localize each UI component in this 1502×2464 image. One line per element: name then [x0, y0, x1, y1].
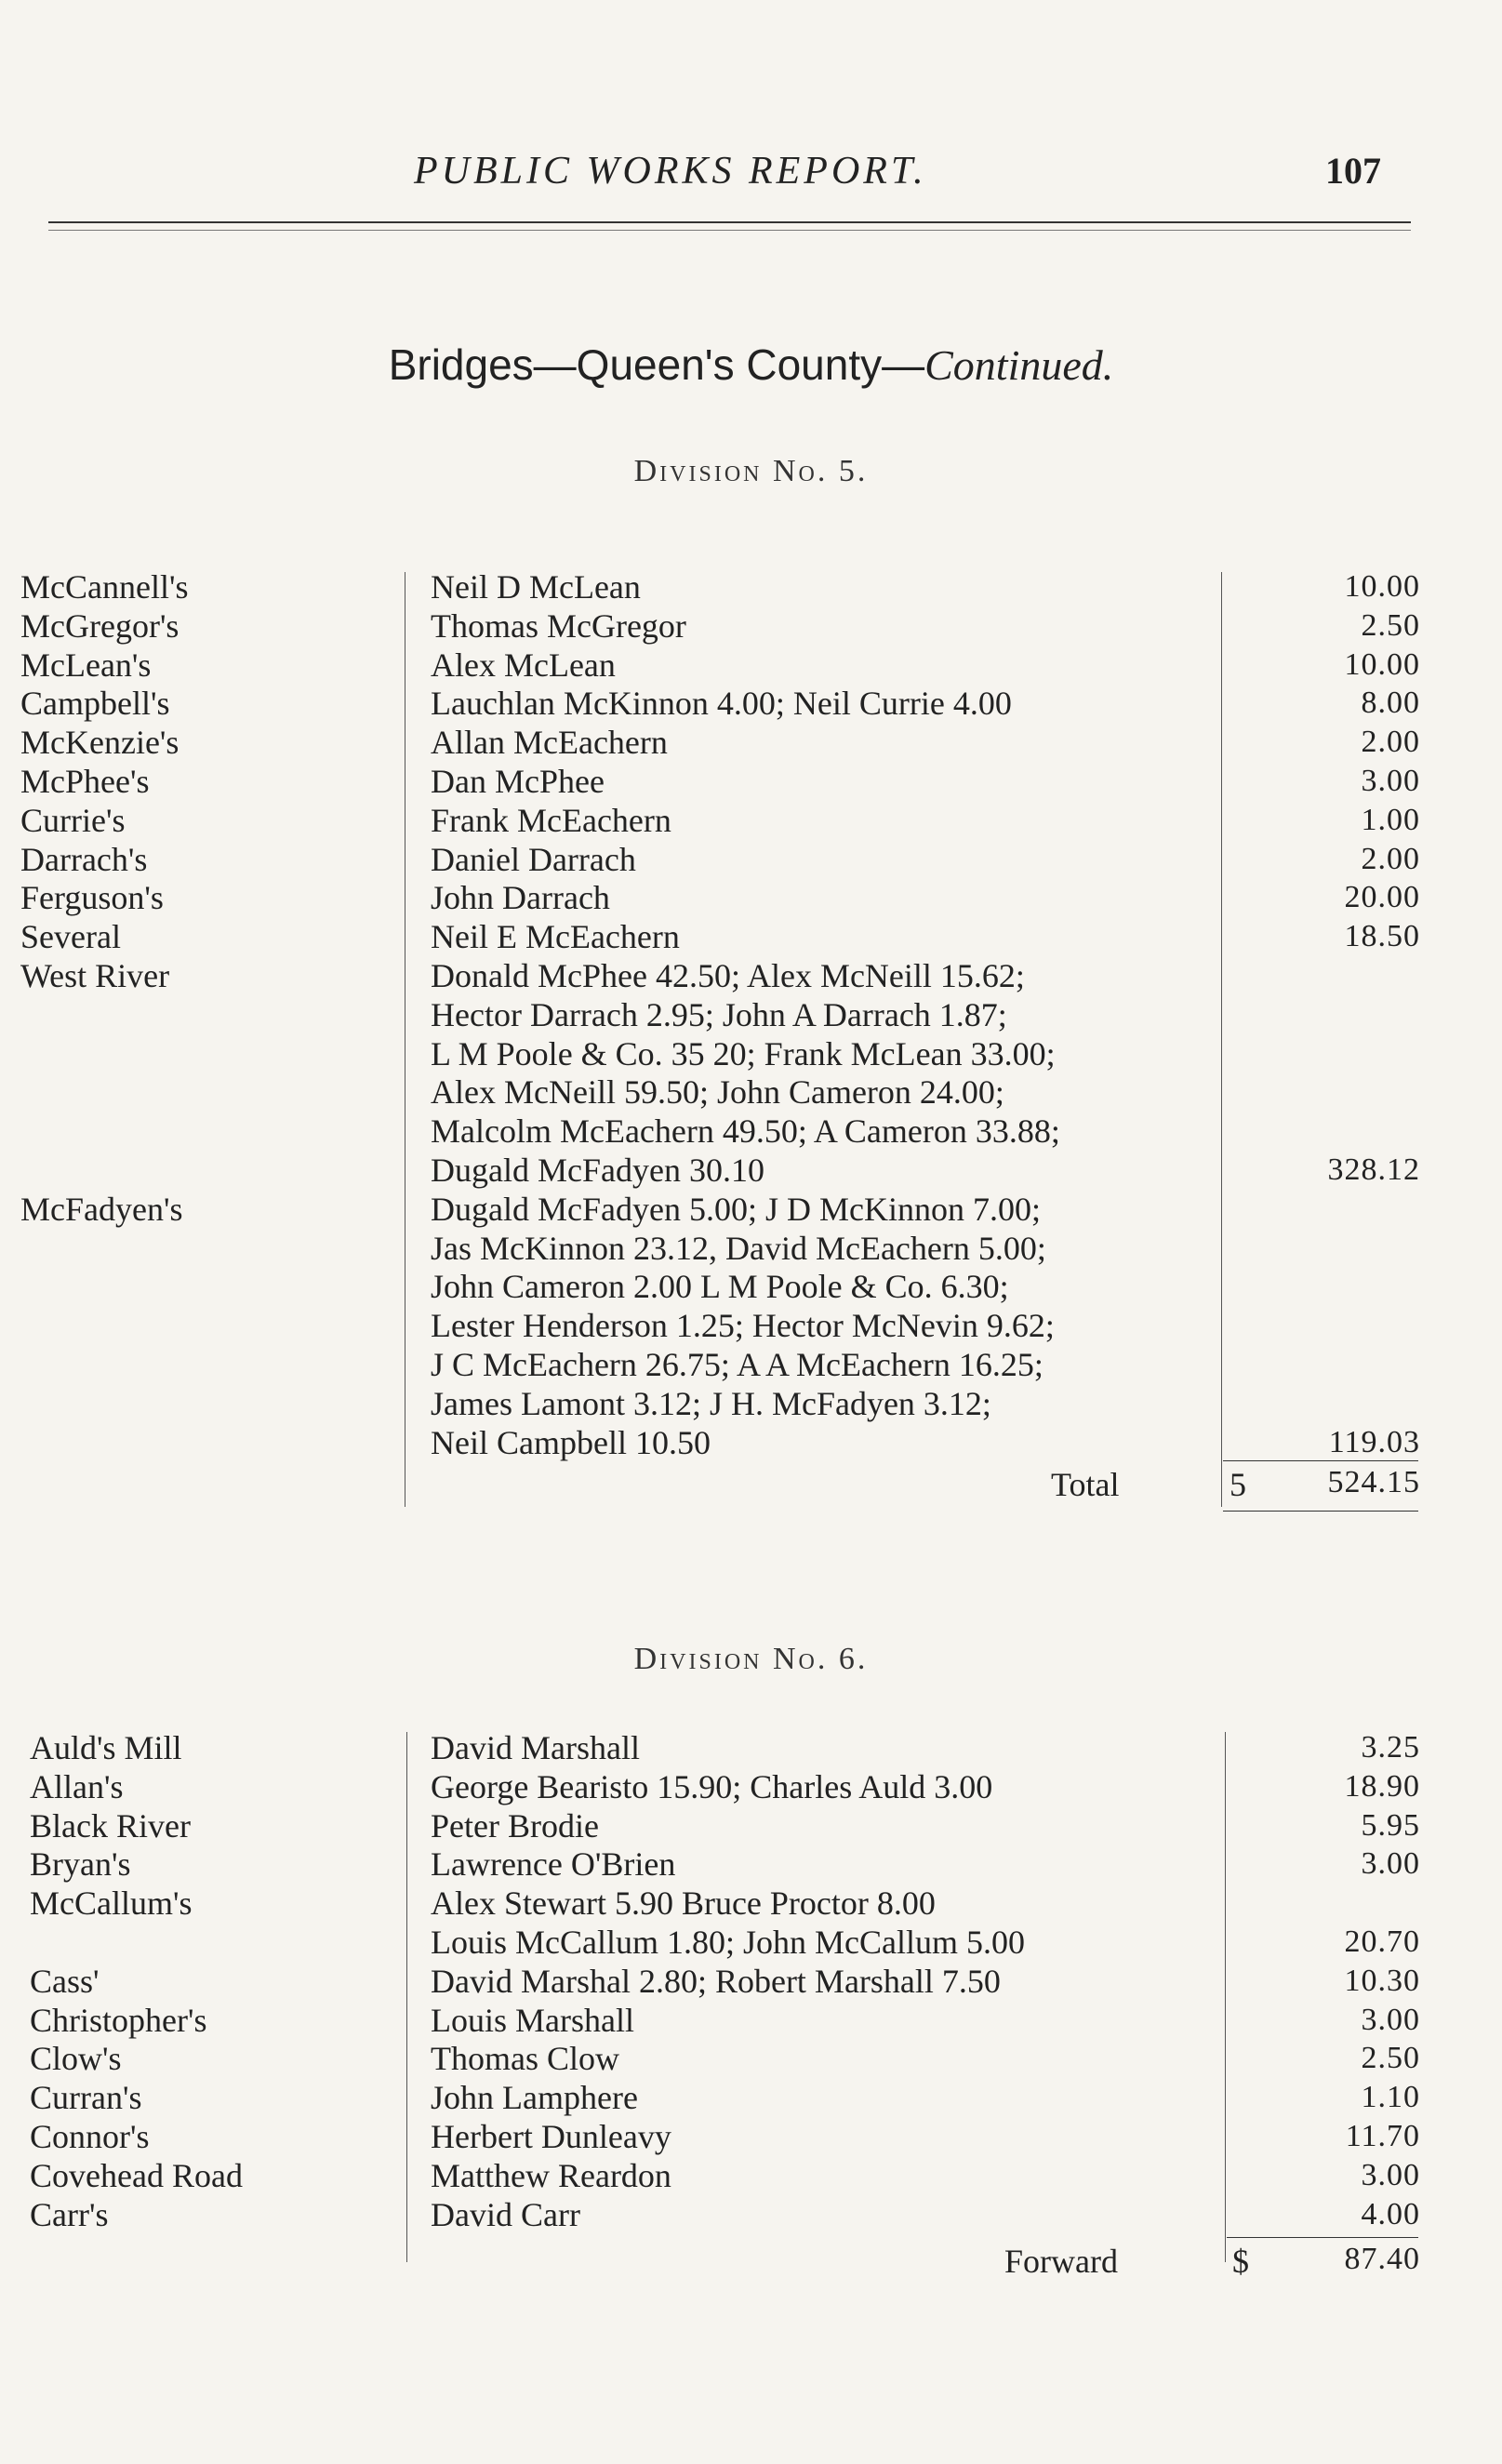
forward-rule — [1227, 2237, 1418, 2238]
forward-amount: 87.40 — [1344, 2242, 1420, 2276]
payee-entry: Daniel Darrach — [431, 840, 636, 878]
bridge-name: McLean's — [20, 646, 152, 684]
payee-entry: David Carr — [431, 2195, 580, 2233]
amount-value: 3.25 — [1361, 1730, 1420, 1765]
amount-value: 18.90 — [1344, 1768, 1420, 1804]
section-title-suffix: Continued. — [924, 341, 1114, 389]
bridge-name: Clow's — [30, 2040, 122, 2078]
bridge-name: Carr's — [30, 2195, 109, 2233]
table-row — [0, 606, 1502, 646]
payee-entry: Peter Brodie — [431, 1806, 599, 1845]
page-number: 107 — [1325, 150, 1381, 192]
forward-currency: $ — [1232, 2243, 1249, 2280]
amount-value: 8.00 — [1361, 686, 1420, 721]
payee-entry: Hector Darrach 2.95; John A Darrach 1.87; — [431, 995, 1007, 1033]
payee-entry: Neil Campbell 10.50 — [431, 1423, 711, 1461]
payee-entry: L M Poole & Co. 35 20; Frank McLean 33.00; — [431, 1034, 1056, 1072]
payee-entry: Dan McPhee — [431, 763, 605, 800]
total-underline — [1223, 1511, 1418, 1512]
amount-value: 10.30 — [1344, 1963, 1420, 1998]
payee-entry: Dugald McFadyen 5.00; J D McKinnon 7.00; — [431, 1190, 1041, 1228]
payee-entry: Donald McPhee 42.50; Alex McNeill 15.62; — [431, 957, 1025, 994]
table-row — [0, 2078, 1502, 2117]
total-currency: 5 — [1230, 1466, 1246, 1503]
payee-entry: J C McEachern 26.75; A A McEachern 16.25; — [431, 1346, 1043, 1383]
payee-entry: Neil D McLean — [431, 568, 641, 606]
payee-entry: James Lamont 3.12; J H. McFadyen 3.12; — [431, 1384, 991, 1422]
table-row — [0, 801, 1502, 840]
forward-row — [0, 2242, 1502, 2284]
bridge-name: McPhee's — [20, 763, 150, 800]
table-row — [0, 2039, 1502, 2078]
amount-value: 20.00 — [1344, 880, 1420, 915]
table-row — [0, 1384, 1502, 1423]
bridge-name: Black River — [30, 1806, 191, 1845]
table-row — [0, 1190, 1502, 1229]
table-row — [0, 1267, 1502, 1306]
amount-value: 11.70 — [1345, 2119, 1420, 2153]
amount-value: 119.03 — [1328, 1424, 1420, 1459]
subtotal-rule — [1223, 1460, 1418, 1461]
payee-entry: Dugald McFadyen 30.10 — [431, 1152, 764, 1189]
payee-entry: Thomas McGregor — [431, 606, 686, 645]
amount-value: 18.50 — [1344, 919, 1420, 954]
payee-entry: Neil E McEachern — [431, 918, 680, 956]
bridge-name: Covehead Road — [30, 2156, 243, 2194]
total-amount: 524.15 — [1327, 1465, 1420, 1499]
table-row — [0, 1806, 1502, 1845]
payee-entry: Herbert Dunleavy — [431, 2118, 671, 2155]
bridge-name: Connor's — [30, 2118, 150, 2155]
bridge-name: Christopher's — [30, 2001, 207, 2039]
bridge-name: Campbell's — [20, 685, 170, 723]
table-row — [0, 995, 1502, 1034]
payee-entry: John Cameron 2.00 L M Poole & Co. 6.30; — [431, 1268, 1009, 1306]
payee-entry: Lauchlan McKinnon 4.00; Neil Currie 4.00 — [431, 685, 1012, 723]
section-title — [0, 340, 1502, 390]
report-title: PUBLIC WORKS REPORT. — [414, 150, 927, 193]
table-row — [0, 1034, 1502, 1073]
bridge-name: Darrach's — [20, 840, 148, 878]
table-row — [0, 646, 1502, 685]
table-row — [0, 1728, 1502, 1767]
payee-entry: Allan McEachern — [431, 724, 668, 762]
table-row — [0, 1112, 1502, 1151]
bridge-name: Several — [20, 918, 121, 956]
table-row — [0, 762, 1502, 801]
table-row — [0, 1884, 1502, 1923]
bridge-name: McGregor's — [20, 606, 179, 645]
bridge-name: Auld's Mill — [30, 1729, 182, 1766]
payee-entry: Matthew Reardon — [431, 2156, 671, 2194]
table-row — [0, 840, 1502, 879]
table-row — [0, 2195, 1502, 2234]
amount-value: 4.00 — [1361, 2196, 1420, 2231]
amount-value: 3.00 — [1361, 2002, 1420, 2037]
amount-value: 2.50 — [1361, 2041, 1420, 2076]
payee-entry: David Marshall — [431, 1729, 640, 1766]
total-label: Total — [1051, 1466, 1120, 1503]
amount-value: 1.00 — [1361, 802, 1420, 837]
table-row — [0, 1923, 1502, 1962]
payee-entry: Frank McEachern — [431, 801, 671, 839]
amount-value: 10.00 — [1344, 646, 1420, 682]
table-row — [0, 1072, 1502, 1112]
bridge-name: West River — [20, 957, 170, 994]
table-row — [0, 1767, 1502, 1806]
forward-label: Forward — [1004, 2243, 1118, 2280]
payee-entry: Alex McNeill 59.50; John Cameron 24.00; — [431, 1073, 1004, 1112]
table-row — [0, 1845, 1502, 1884]
amount-value: 5.95 — [1361, 1807, 1420, 1843]
table-row — [0, 2117, 1502, 2156]
payee-entry: George Bearisto 15.90; Charles Auld 3.00 — [431, 1767, 993, 1805]
table-row — [0, 1151, 1502, 1190]
bridge-name: Allan's — [30, 1767, 124, 1805]
payee-entry: John Darrach — [431, 879, 610, 917]
bridge-name: McCannell's — [20, 568, 189, 606]
division-5-heading: Division No. 5. — [633, 454, 869, 488]
payee-entry: David Marshal 2.80; Robert Marshall 7.50 — [431, 1962, 1001, 2000]
bridge-name: McCallum's — [30, 1885, 193, 1923]
amount-value: 1.10 — [1361, 2080, 1420, 2115]
amount-value: 3.00 — [1361, 2157, 1420, 2192]
payee-entry: Malcolm McEachern 49.50; A Cameron 33.88; — [431, 1112, 1060, 1151]
division-6-heading: Division No. 6. — [633, 1642, 869, 1676]
amount-value: 2.00 — [1361, 841, 1420, 876]
payee-entry: John Lamphere — [431, 2079, 638, 2117]
section-title-main: Bridges—Queen's County— — [388, 340, 925, 389]
table-row — [0, 2156, 1502, 2195]
table-row — [0, 917, 1502, 956]
table-row — [0, 1962, 1502, 2001]
bridge-name: Ferguson's — [20, 879, 164, 917]
running-head — [0, 149, 1502, 195]
table-row — [0, 1345, 1502, 1384]
amount-value: 2.00 — [1361, 725, 1420, 760]
table-row — [0, 567, 1502, 606]
header-rule-thin — [48, 230, 1411, 231]
bridge-name: McKenzie's — [20, 724, 179, 762]
bridge-name: Curran's — [30, 2079, 142, 2117]
table-row — [0, 1423, 1502, 1462]
amount-value: 10.00 — [1344, 569, 1420, 604]
table-row — [0, 1229, 1502, 1268]
payee-entry: Louis McCallum 1.80; John McCallum 5.00 — [431, 1924, 1025, 1961]
header-rule — [48, 221, 1411, 223]
table-row — [0, 2001, 1502, 2040]
payee-entry: Thomas Clow — [431, 2040, 619, 2078]
payee-entry: Lester Henderson 1.25; Hector McNevin 9.62; — [431, 1307, 1055, 1345]
bridge-name: Cass' — [30, 1962, 100, 2000]
bridge-name: Currie's — [20, 801, 126, 839]
bridge-name: McFadyen's — [20, 1190, 183, 1228]
table-row — [0, 684, 1502, 723]
table-row — [0, 723, 1502, 762]
amount-value: 20.70 — [1344, 1925, 1420, 1959]
payee-entry: Lawrence O'Brien — [431, 1845, 676, 1884]
payee-entry: Jas McKinnon 23.12, David McEachern 5.00; — [431, 1229, 1046, 1267]
payee-entry: Alex McLean — [431, 646, 616, 684]
payee-entry: Louis Marshall — [431, 2001, 634, 2039]
table-row — [0, 878, 1502, 917]
amount-value: 328.12 — [1327, 1152, 1420, 1187]
table-row — [0, 1306, 1502, 1345]
bridge-name: Bryan's — [30, 1845, 131, 1884]
amount-value: 3.00 — [1361, 1846, 1420, 1882]
amount-value: 3.00 — [1361, 764, 1420, 798]
division-5-total-row — [0, 1465, 1502, 1508]
payee-entry: Alex Stewart 5.90 Bruce Proctor 8.00 — [431, 1885, 936, 1923]
amount-value: 2.50 — [1361, 607, 1420, 643]
table-row — [0, 956, 1502, 995]
